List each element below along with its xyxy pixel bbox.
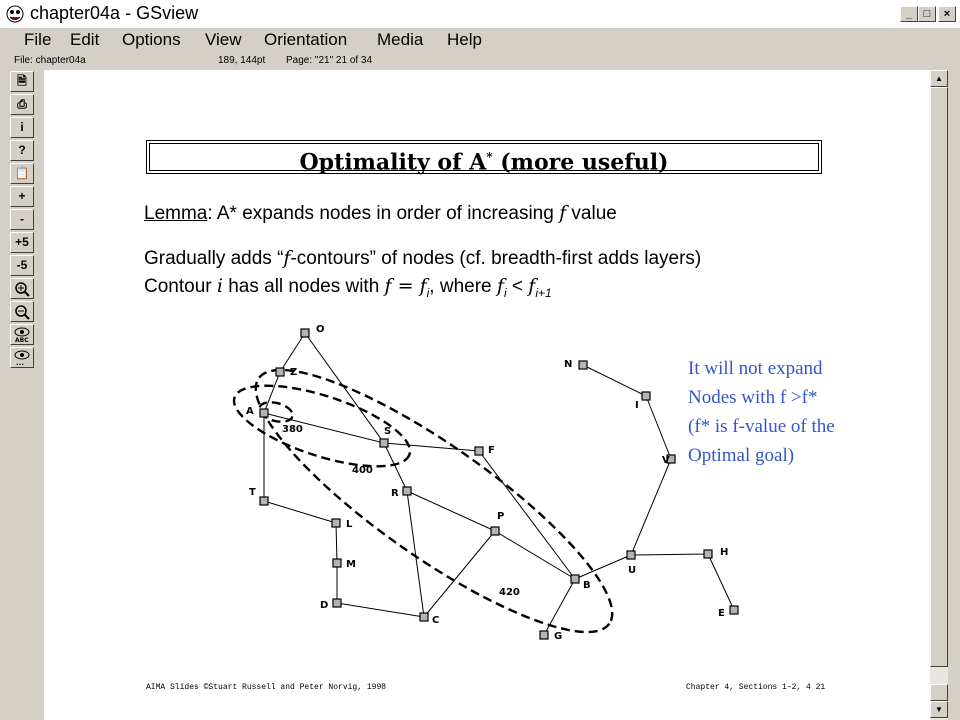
edge-h-e xyxy=(708,554,734,610)
status-bar xyxy=(0,53,960,69)
edge-p-c xyxy=(424,531,495,617)
line3-i: i xyxy=(216,275,223,297)
menu-orientation[interactable]: Orientation xyxy=(264,30,348,49)
node-a xyxy=(260,409,268,417)
lemma-f: f xyxy=(559,202,567,224)
contour-label-400: 400 xyxy=(352,465,373,476)
node-c xyxy=(420,613,428,621)
contour-label-420: 420 xyxy=(499,587,520,598)
edge-u-h xyxy=(631,554,708,555)
menu-help[interactable]: Help xyxy=(447,30,482,49)
zoom-in-button[interactable] xyxy=(10,278,34,299)
node-i xyxy=(642,392,650,400)
line2-rest: -contours” of nodes (cf. breadth-first adds layers) xyxy=(290,248,702,269)
edge-v-i xyxy=(646,396,671,459)
edge-z-a xyxy=(264,372,280,413)
info-button[interactable]: i xyxy=(10,117,34,138)
prev-page-button[interactable]: - xyxy=(10,209,34,230)
label-c: C xyxy=(432,615,440,626)
copy-button[interactable] xyxy=(10,163,34,184)
doc-icon: 🗎 xyxy=(17,74,27,88)
vertical-scrollbar[interactable] xyxy=(930,70,948,720)
label-s: S xyxy=(384,426,392,437)
node-u xyxy=(627,551,635,559)
label-t: T xyxy=(249,487,256,498)
edge-s-r xyxy=(384,443,407,491)
menu-media[interactable]: Media xyxy=(377,30,424,49)
eye-abc-icon xyxy=(13,327,31,343)
node-d xyxy=(333,599,341,607)
label-r: R xyxy=(391,488,399,499)
help-button[interactable]: ? xyxy=(10,140,34,161)
scroll-up-button[interactable] xyxy=(930,70,948,87)
find-text-button[interactable] xyxy=(10,324,34,345)
label-p: P xyxy=(497,511,505,522)
edge-l-m xyxy=(336,523,337,563)
lemma-end: value xyxy=(566,203,617,224)
footer-left: AIMA Slides ©Stuart Russell and Peter Norvig, 1998 xyxy=(146,683,387,692)
edge-r-p xyxy=(407,491,495,531)
svg-text:...: ... xyxy=(16,359,24,366)
eye-dots-icon xyxy=(13,350,31,366)
menu-view[interactable]: View xyxy=(205,30,242,49)
label-o: O xyxy=(316,324,325,335)
note-line-2: Nodes with f >f* xyxy=(688,387,818,408)
edge-r-c xyxy=(407,491,424,617)
label-v: V xyxy=(662,455,670,466)
note-line-3: (f* is f-value of the xyxy=(688,416,835,437)
edge-f-b xyxy=(479,451,575,579)
line3-start: Contour xyxy=(144,276,217,297)
node-m xyxy=(333,559,341,567)
node-s xyxy=(380,439,388,447)
label-z: Z xyxy=(290,367,298,378)
label-u: U xyxy=(628,565,637,576)
document-canvas[interactable] xyxy=(44,70,930,720)
footer-right: Chapter 4, Sections 1–2, 4 21 xyxy=(686,683,826,692)
node-g xyxy=(540,631,548,639)
print-icon: ⎙ xyxy=(17,97,27,111)
node-n xyxy=(579,361,587,369)
window-frame-right xyxy=(948,70,960,720)
edge-s-f xyxy=(384,443,479,451)
edge-t-l xyxy=(264,501,336,523)
line3-mid: has all nodes with xyxy=(222,276,385,297)
menu-options[interactable]: Options xyxy=(122,30,181,49)
node-r xyxy=(403,487,411,495)
line3-where: , where xyxy=(429,276,497,297)
label-g: G xyxy=(554,631,563,642)
slide-title-star: * xyxy=(486,150,493,164)
lemma-word: Lemma xyxy=(144,203,208,224)
label-i: I xyxy=(635,400,639,411)
node-t xyxy=(260,497,268,505)
label-d: D xyxy=(320,600,329,611)
print-button[interactable] xyxy=(10,94,34,115)
status-coords: 189, 144pt xyxy=(218,55,266,66)
label-n: N xyxy=(564,359,573,370)
next-page-button[interactable]: + xyxy=(10,186,34,207)
clipboard-icon: 📋 xyxy=(14,166,30,180)
open-document-button[interactable] xyxy=(10,71,34,92)
label-a: A xyxy=(246,406,254,417)
status-file: File: chapter04a xyxy=(14,55,86,66)
slide-title-text-rest: (more useful) xyxy=(492,149,669,176)
line3-eq: f = f xyxy=(384,275,427,297)
label-e: E xyxy=(718,608,725,619)
line3-fi: f xyxy=(496,275,504,297)
label-h: H xyxy=(720,547,729,558)
scroll-split-button[interactable] xyxy=(930,684,948,701)
line3-fi1: f xyxy=(528,275,536,297)
arrow-up-icon: ▲ xyxy=(935,74,943,83)
zoom-out-icon xyxy=(14,304,30,320)
close-button[interactable]: × xyxy=(938,6,956,22)
arrow-down-icon: ▼ xyxy=(935,705,943,714)
annotation-note xyxy=(688,354,928,470)
edge-b-g xyxy=(544,579,575,635)
note-line-4: Optimal goal) xyxy=(688,445,795,466)
window-title: chapter04a - GSview xyxy=(30,3,199,23)
label-l: L xyxy=(346,519,353,530)
edge-u-v xyxy=(631,459,671,555)
graph-labels xyxy=(246,324,728,642)
gsview-app-icon[interactable] xyxy=(6,5,24,23)
edge-i-n xyxy=(583,365,646,396)
node-e xyxy=(730,606,738,614)
lemma-text: : A* expands nodes in order of increasing xyxy=(207,203,560,224)
line3-fi-sub: i xyxy=(503,285,507,300)
zoom-in-icon xyxy=(14,281,30,297)
note-line-1: It will not expand xyxy=(688,358,823,379)
title-bar xyxy=(0,0,960,29)
status-page: Page: "21" 21 of 34 xyxy=(286,55,373,66)
line2-start: Gradually adds “ xyxy=(144,248,284,269)
zoom-out-button[interactable] xyxy=(10,301,34,322)
maximize-button[interactable]: □ xyxy=(918,6,936,22)
scroll-thumb[interactable] xyxy=(930,87,948,667)
label-m: M xyxy=(346,559,356,570)
skip-back-5-button[interactable]: -5 xyxy=(10,255,34,276)
label-b: B xyxy=(583,580,591,591)
node-o xyxy=(301,329,309,337)
menu-bar xyxy=(0,28,960,52)
edge-d-c xyxy=(337,603,424,617)
edge-p-b xyxy=(495,531,575,579)
label-f: F xyxy=(488,445,495,456)
slide-title-text: Optimality of A xyxy=(299,149,487,176)
menu-file[interactable]: File xyxy=(24,30,52,49)
menu-edit[interactable]: Edit xyxy=(70,30,100,49)
node-h xyxy=(704,550,712,558)
node-f xyxy=(475,447,483,455)
svg-text:ABC: ABC xyxy=(15,337,29,343)
line2-f: f xyxy=(283,247,291,269)
line3-lt: < xyxy=(506,276,529,297)
line3-fi1-sub: i+1 xyxy=(535,285,552,300)
contour-label-380: 380 xyxy=(282,424,303,435)
skip-forward-5-button[interactable]: +5 xyxy=(10,232,34,253)
minimize-button[interactable]: _ xyxy=(900,6,918,22)
line3-sub: i xyxy=(426,285,430,300)
find-next-button[interactable] xyxy=(10,347,34,368)
node-p xyxy=(491,527,499,535)
node-z xyxy=(276,368,284,376)
node-l xyxy=(332,519,340,527)
scroll-down-button[interactable] xyxy=(930,701,948,718)
node-b xyxy=(571,575,579,583)
